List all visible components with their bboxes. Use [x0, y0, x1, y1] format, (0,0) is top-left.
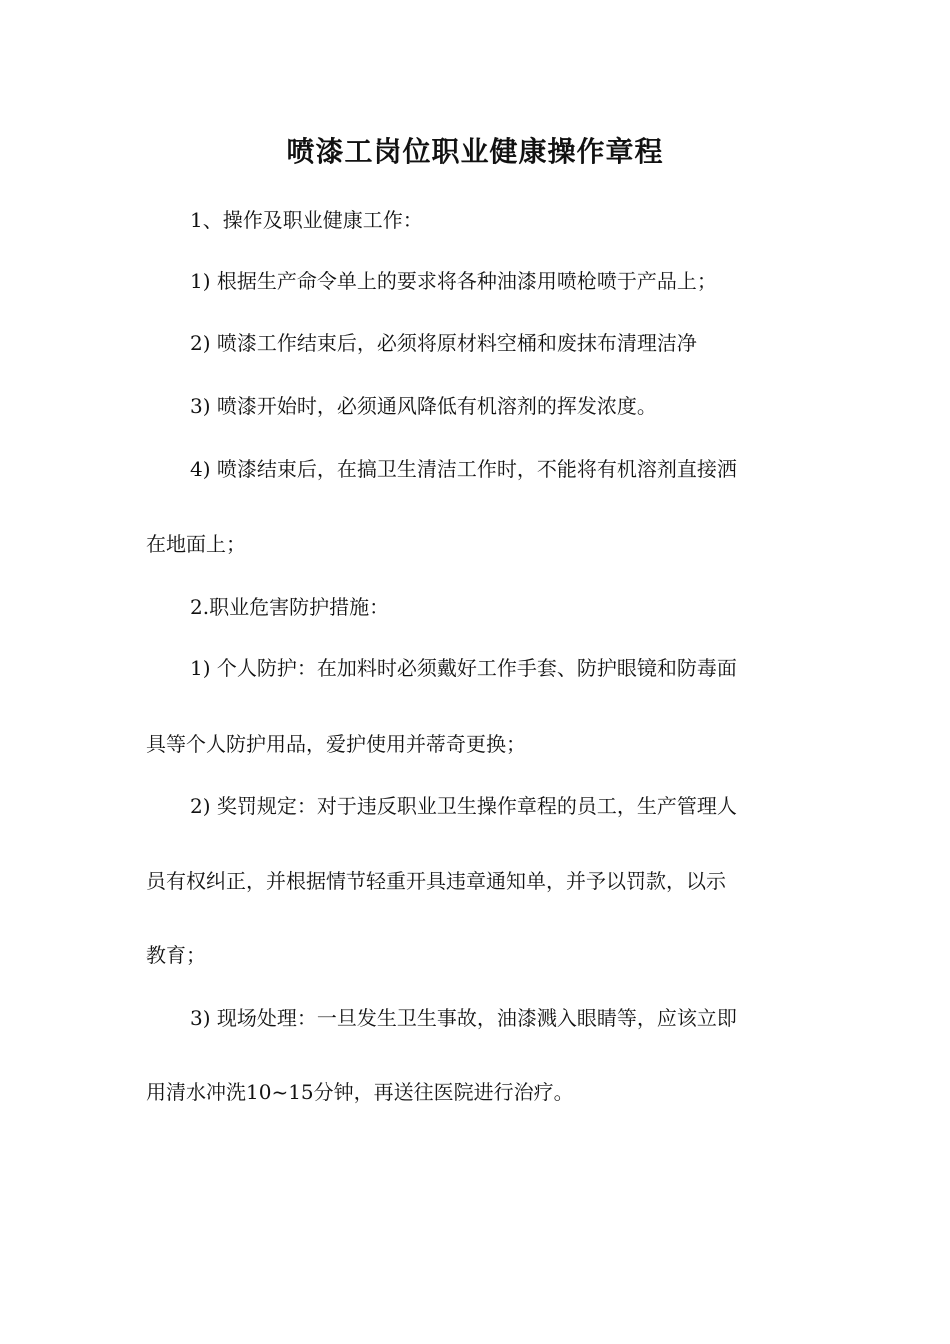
paragraph-1-4-line-1: 4) 喷漆结束后，在搞卫生清洁工作时，不能将有机溶剂直接洒	[190, 457, 737, 481]
paragraph-2-2-line-2: 员有权纠正，并根据情节轻重开具违章通知单，并予以罚款，以示	[146, 869, 726, 893]
section-2-heading: 2.职业危害防护措施：	[190, 595, 390, 619]
paragraph-1-1: 1) 根据生产命令单上的要求将各种油漆用喷枪喷于产品上；	[190, 269, 717, 293]
paragraph-2-2-line-3: 教育；	[146, 943, 206, 967]
paragraph-1-4-line-2: 在地面上；	[146, 532, 246, 556]
paragraph-1-3: 3) 喷漆开始时，必须通风降低有机溶剂的挥发浓度。	[190, 394, 657, 418]
paragraph-2-1-line-2: 具等个人防护用品，爱护使用并蒂奇更换；	[146, 732, 526, 756]
paragraph-2-3-line-1: 3) 现场处理：一旦发生卫生事故，油漆溅入眼睛等，应该立即	[190, 1006, 737, 1030]
paragraph-2-1-line-1: 1) 个人防护：在加料时必须戴好工作手套、防护眼镜和防毒面	[190, 656, 737, 680]
document-title: 喷漆工岗位职业健康操作章程	[286, 135, 664, 168]
section-1-heading: 1、操作及职业健康工作：	[190, 208, 423, 232]
paragraph-2-2-line-1: 2) 奖罚规定：对于违反职业卫生操作章程的员工，生产管理人	[190, 794, 737, 818]
paragraph-2-3-line-2: 用清水冲洗10~15分钟，再送往医院进行治疗。	[146, 1080, 574, 1104]
paragraph-1-2: 2) 喷漆工作结束后，必须将原材料空桶和废抹布清理洁净	[190, 331, 697, 355]
